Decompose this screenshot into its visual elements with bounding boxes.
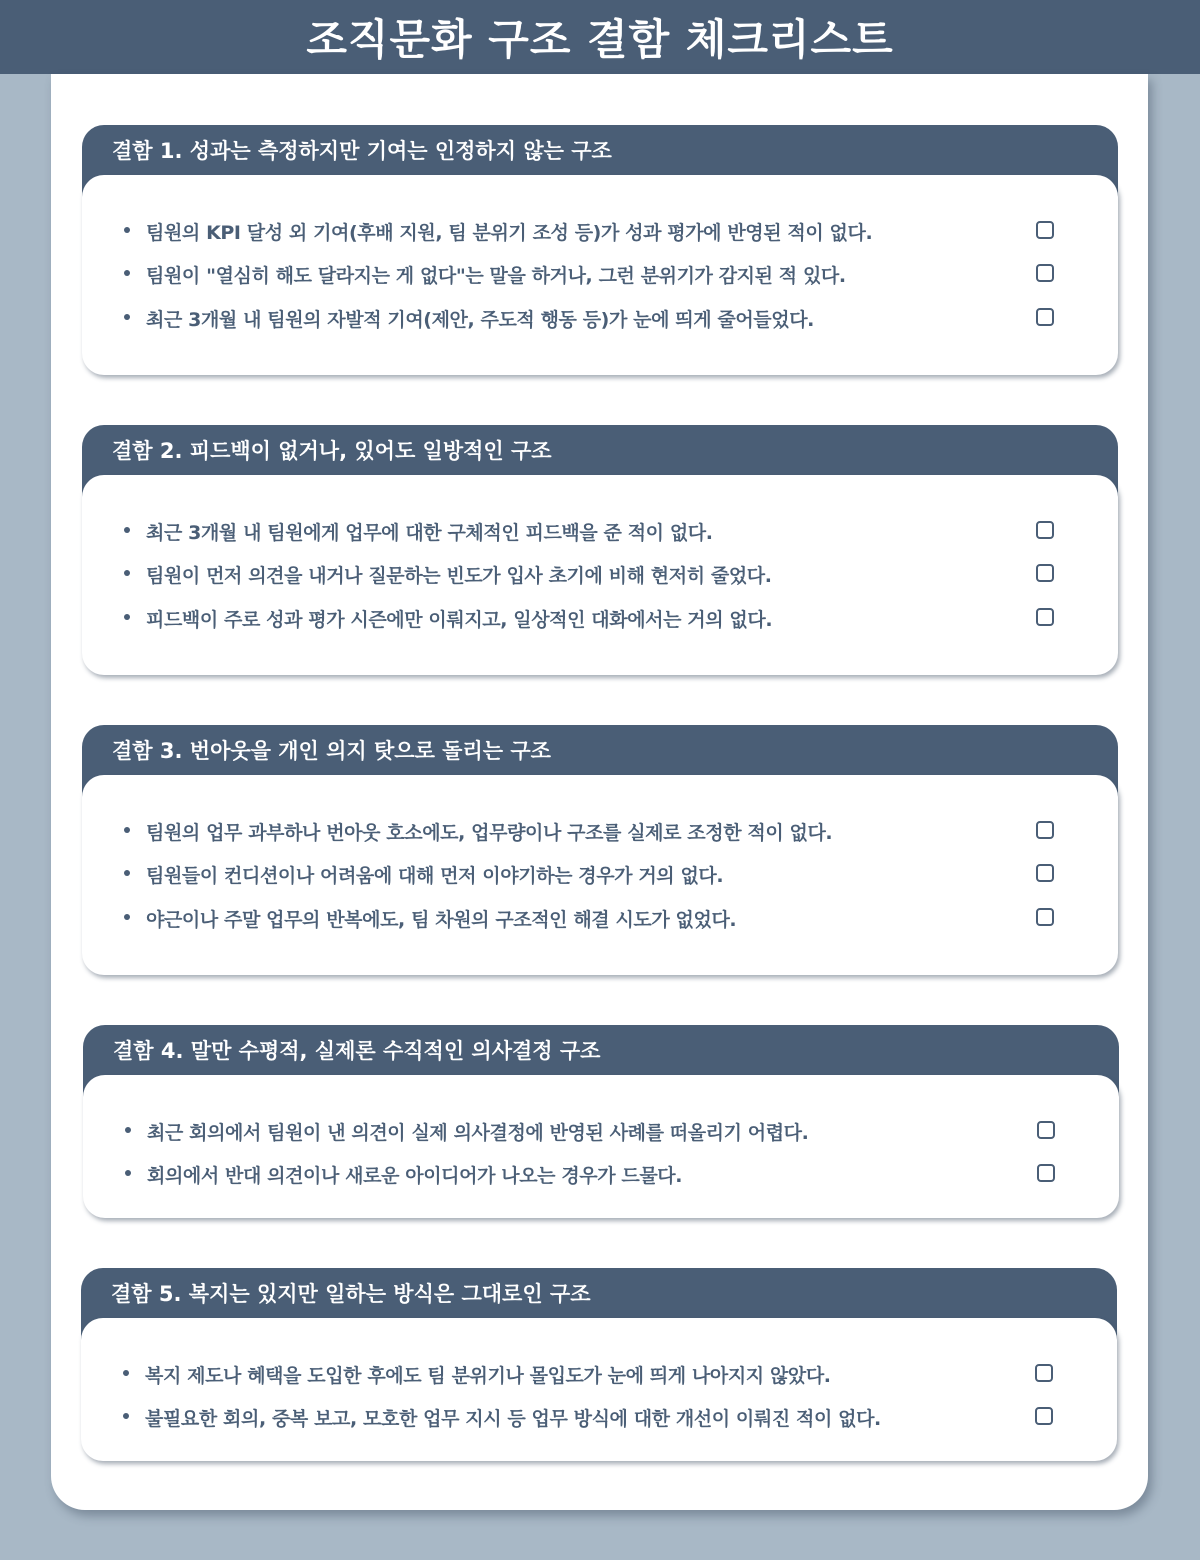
checklist-item <box>82 512 1118 548</box>
section-title: 결함 2. 피드백이 없거나, 있어도 일방적인 구조 <box>112 439 552 463</box>
section-title: 결함 5. 복지는 있지만 일하는 방식은 그대로인 구조 <box>111 1282 591 1306</box>
checklist-item <box>82 855 1118 891</box>
checklist-item-text: 최근 회의에서 팀원이 낸 의견이 실제 의사결정에 반영된 사례를 떠올리기 어렵다. <box>147 1122 809 1144</box>
bullet-icon <box>124 570 130 576</box>
checklist-item-text: 피드백이 주로 성과 평가 시즌에만 이뤄지고, 일상적인 대화에서는 거의 없다. <box>146 609 773 631</box>
checklist-item <box>82 599 1118 635</box>
bullet-icon <box>123 1413 129 1419</box>
checkbox[interactable] <box>1036 521 1054 539</box>
checkbox[interactable] <box>1037 1121 1055 1139</box>
defect-section-5 <box>81 1268 1117 1461</box>
section-items <box>82 175 1118 375</box>
checklist-item-text: 불필요한 회의, 중복 보고, 모호한 업무 지시 등 업무 방식에 대한 개선이 이뤄진 적이 없다. <box>145 1408 881 1430</box>
defect-section-3 <box>82 725 1118 975</box>
checklist-item <box>82 212 1118 248</box>
checklist-item-text: 야근이나 주말 업무의 반복에도, 팀 차원의 구조적인 해결 시도가 없었다. <box>146 909 737 931</box>
checklist-item-text: 팀원이 "열심히 해도 달라지는 게 없다"는 말을 하거나, 그런 분위기가 감지된 적 있다. <box>146 265 846 287</box>
checkbox[interactable] <box>1036 608 1054 626</box>
checklist-item <box>82 812 1118 848</box>
checklist-item <box>81 1355 1117 1391</box>
checklist-item <box>82 255 1118 291</box>
bullet-icon <box>125 1170 131 1176</box>
bullet-icon <box>124 227 130 233</box>
page-title: 조직문화 구조 결함 체크리스트 <box>306 15 894 64</box>
checklist-item-text: 팀원이 먼저 의견을 내거나 질문하는 빈도가 입사 초기에 비해 현저히 줄었다. <box>146 565 772 587</box>
bullet-icon <box>124 614 130 620</box>
checkbox[interactable] <box>1036 221 1054 239</box>
bullet-icon <box>124 314 130 320</box>
section-items <box>82 475 1118 675</box>
bullet-icon <box>124 914 130 920</box>
checklist-item <box>82 555 1118 591</box>
checklist-item-text: 최근 3개월 내 팀원에게 업무에 대한 구체적인 피드백을 준 적이 없다. <box>146 522 713 544</box>
bullet-icon <box>124 827 130 833</box>
checkbox[interactable] <box>1035 1364 1053 1382</box>
defect-section-4 <box>83 1025 1119 1218</box>
checklist-sheet <box>51 74 1148 1510</box>
checkbox[interactable] <box>1036 821 1054 839</box>
bullet-icon <box>124 527 130 533</box>
checklist-item <box>81 1398 1117 1434</box>
defect-section-2 <box>82 425 1118 675</box>
defect-section-1 <box>82 125 1118 375</box>
section-title: 결함 1. 성과는 측정하지만 기여는 인정하지 않는 구조 <box>112 139 612 163</box>
bullet-icon <box>124 870 130 876</box>
checkbox[interactable] <box>1036 308 1054 326</box>
checklist-item <box>83 1155 1119 1191</box>
checkbox[interactable] <box>1036 264 1054 282</box>
checkbox[interactable] <box>1035 1407 1053 1425</box>
checklist-item <box>82 899 1118 935</box>
section-items <box>81 1318 1117 1461</box>
bullet-icon <box>123 1370 129 1376</box>
section-items <box>83 1075 1119 1218</box>
checklist-item-text: 최근 3개월 내 팀원의 자발적 기여(제안, 주도적 행동 등)가 눈에 띄게 줄어들었다. <box>146 309 814 331</box>
checklist-item <box>82 299 1118 335</box>
section-title: 결함 4. 말만 수평적, 실제론 수직적인 의사결정 구조 <box>113 1039 601 1063</box>
checklist-item-text: 회의에서 반대 의견이나 새로운 아이디어가 나오는 경우가 드물다. <box>147 1165 683 1187</box>
section-title: 결함 3. 번아웃을 개인 의지 탓으로 돌리는 구조 <box>112 739 551 763</box>
checklist-item-text: 팀원들이 컨디션이나 어려움에 대해 먼저 이야기하는 경우가 거의 없다. <box>146 865 724 887</box>
checkbox[interactable] <box>1037 1164 1055 1182</box>
checklist-item <box>83 1112 1119 1148</box>
checklist-item-text: 팀원의 업무 과부하나 번아웃 호소에도, 업무량이나 구조를 실제로 조정한 적이 없다. <box>146 822 833 844</box>
checklist-item-text: 복지 제도나 혜택을 도입한 후에도 팀 분위기나 몰입도가 눈에 띄게 나아지지 않았다. <box>145 1365 831 1387</box>
checkbox[interactable] <box>1036 908 1054 926</box>
bullet-icon <box>124 270 130 276</box>
page-header <box>0 0 1200 74</box>
checklist-item-text: 팀원의 KPI 달성 외 기여(후배 지원, 팀 분위기 조성 등)가 성과 평가에 반영된 적이 없다. <box>146 222 873 244</box>
checkbox[interactable] <box>1036 564 1054 582</box>
checkbox[interactable] <box>1036 864 1054 882</box>
bullet-icon <box>125 1127 131 1133</box>
section-items <box>82 775 1118 975</box>
